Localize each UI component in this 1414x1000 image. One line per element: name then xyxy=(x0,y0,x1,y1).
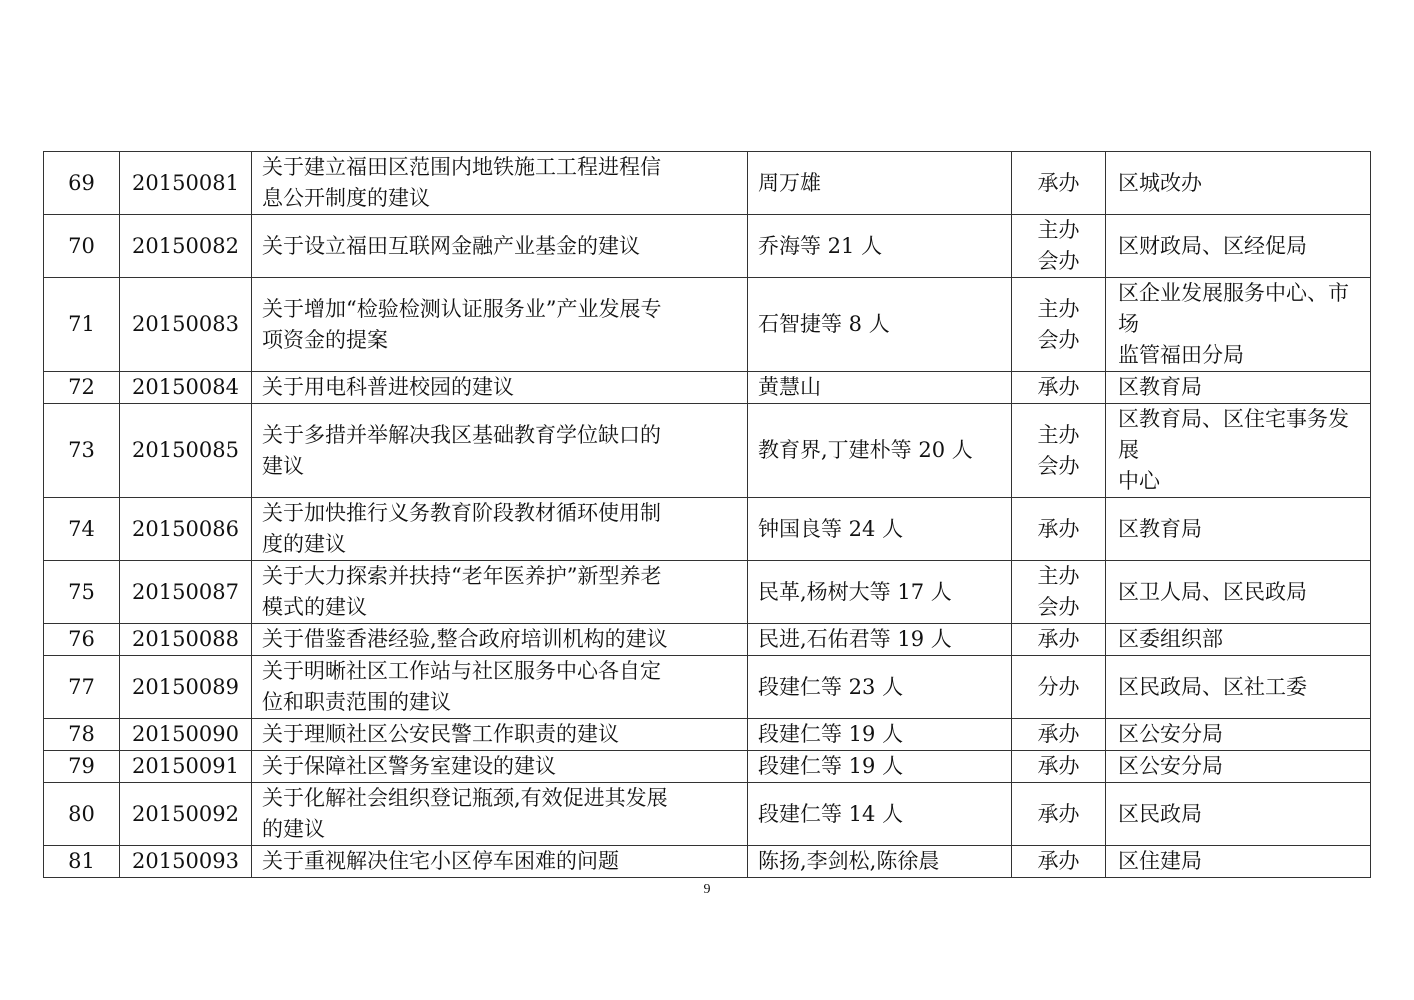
proposal-title-cell xyxy=(252,719,748,751)
handling-type-line: 会办 xyxy=(1037,327,1080,352)
proposer-cell: 黄慧山 xyxy=(748,372,1012,404)
handling-type-line: 会办 xyxy=(1037,453,1080,478)
proposal-title-line: 关于用电科普进校园的建议 xyxy=(262,375,514,399)
proposal-title-cell xyxy=(252,152,748,215)
handling-unit-cell xyxy=(1106,498,1371,561)
handling-unit-cell xyxy=(1106,152,1371,215)
proposal-code-cell: 20150085 xyxy=(120,404,252,498)
row-number-cell: 69 xyxy=(44,152,120,215)
handling-unit-cell xyxy=(1106,278,1371,372)
table-row xyxy=(44,215,1371,278)
handling-unit-line: 区企业发展服务中心、市场 xyxy=(1118,281,1349,336)
handling-type-cell xyxy=(1012,846,1106,878)
proposal-title-line: 关于理顺社区公安民警工作职责的建议 xyxy=(262,722,619,746)
proposal-title-line: 模式的建议 xyxy=(262,595,367,619)
proposal-title-cell xyxy=(252,751,748,783)
handling-unit-line: 区教育局 xyxy=(1118,516,1202,541)
table-row xyxy=(44,372,1371,404)
table-row xyxy=(44,751,1371,783)
handling-unit-line: 区教育局 xyxy=(1118,375,1202,399)
table-row xyxy=(44,561,1371,624)
proposal-code-cell: 20150091 xyxy=(120,751,252,783)
proposal-title-line: 关于化解社会组织登记瓶颈,有效促进其发展 xyxy=(262,786,668,810)
proposer-cell: 钟国良等 24 人 xyxy=(748,498,1012,561)
proposal-code-cell: 20150084 xyxy=(120,372,252,404)
handling-type-cell xyxy=(1012,719,1106,751)
table-row xyxy=(44,498,1371,561)
handling-unit-line: 区财政局、区经促局 xyxy=(1118,233,1307,258)
proposal-title-cell xyxy=(252,561,748,624)
handling-type-cell xyxy=(1012,656,1106,719)
handling-type-cell xyxy=(1012,152,1106,215)
handling-type-line: 分办 xyxy=(1037,674,1080,699)
handling-unit-cell xyxy=(1106,372,1371,404)
handling-type-cell xyxy=(1012,751,1106,783)
proposal-title-line: 关于重视解决住宅小区停车困难的问题 xyxy=(262,849,619,873)
handling-type-cell xyxy=(1012,624,1106,656)
proposal-code-cell: 20150086 xyxy=(120,498,252,561)
table-row xyxy=(44,846,1371,878)
proposal-title-cell xyxy=(252,624,748,656)
handling-type-cell xyxy=(1012,215,1106,278)
proposal-code-cell: 20150092 xyxy=(120,783,252,846)
table-row xyxy=(44,624,1371,656)
proposal-title-line: 关于设立福田互联网金融产业基金的建议 xyxy=(262,233,640,258)
proposal-title-cell xyxy=(252,498,748,561)
handling-unit-line: 区公安分局 xyxy=(1118,754,1223,778)
proposal-code-cell: 20150082 xyxy=(120,215,252,278)
proposal-code-cell: 20150087 xyxy=(120,561,252,624)
proposal-table xyxy=(43,151,1371,878)
proposer-cell: 段建仁等 23 人 xyxy=(748,656,1012,719)
row-number-cell: 81 xyxy=(44,846,120,878)
handling-type-cell xyxy=(1012,498,1106,561)
proposal-title-line: 位和职责范围的建议 xyxy=(262,690,451,714)
proposal-code-cell: 20150090 xyxy=(120,719,252,751)
row-number-cell: 78 xyxy=(44,719,120,751)
proposal-title-line: 关于多措并举解决我区基础教育学位缺口的 xyxy=(262,422,661,447)
proposal-title-line: 关于借鉴香港经验,整合政府培训机构的建议 xyxy=(262,627,668,651)
proposer-cell: 石智捷等 8 人 xyxy=(748,278,1012,372)
table-row xyxy=(44,719,1371,751)
proposal-title-cell xyxy=(252,278,748,372)
proposal-table-body xyxy=(44,152,1371,878)
proposal-code-cell: 20150093 xyxy=(120,846,252,878)
handling-type-line: 承办 xyxy=(1037,170,1080,195)
row-number-cell: 70 xyxy=(44,215,120,278)
table-row xyxy=(44,404,1371,498)
table-row xyxy=(44,152,1371,215)
page-number: 9 xyxy=(703,882,711,897)
handling-type-line: 会办 xyxy=(1037,595,1080,619)
handling-type-line: 承办 xyxy=(1037,849,1080,873)
table-row xyxy=(44,783,1371,846)
row-number-cell: 72 xyxy=(44,372,120,404)
handling-unit-cell xyxy=(1106,751,1371,783)
table-row xyxy=(44,278,1371,372)
proposer-cell: 教育界,丁建朴等 20 人 xyxy=(748,404,1012,498)
handling-unit-cell xyxy=(1106,624,1371,656)
row-number-cell: 71 xyxy=(44,278,120,372)
proposal-title-line: 度的建议 xyxy=(262,532,346,556)
handling-unit-line: 区民政局 xyxy=(1118,801,1202,826)
handling-unit-line: 区教育局、区住宅事务发展 xyxy=(1118,407,1349,462)
handling-type-cell xyxy=(1012,783,1106,846)
row-number-cell: 75 xyxy=(44,561,120,624)
row-number-cell: 76 xyxy=(44,624,120,656)
proposal-code-cell: 20150083 xyxy=(120,278,252,372)
handling-type-line: 主办 xyxy=(1037,296,1080,321)
handling-unit-cell xyxy=(1106,656,1371,719)
row-number-cell: 73 xyxy=(44,404,120,498)
handling-unit-line: 区公安分局 xyxy=(1118,722,1223,746)
proposer-cell: 周万雄 xyxy=(748,152,1012,215)
handling-unit-line: 监管福田分局 xyxy=(1118,343,1244,367)
handling-type-line: 主办 xyxy=(1037,218,1080,242)
row-number-cell: 77 xyxy=(44,656,120,719)
handling-type-line: 承办 xyxy=(1037,375,1080,399)
row-number-cell: 74 xyxy=(44,498,120,561)
proposal-title-line: 建议 xyxy=(262,453,304,478)
proposer-cell: 段建仁等 19 人 xyxy=(748,751,1012,783)
handling-unit-cell xyxy=(1106,215,1371,278)
table-row xyxy=(44,656,1371,719)
handling-unit-line: 区住建局 xyxy=(1118,849,1202,873)
proposal-title-cell xyxy=(252,846,748,878)
proposer-cell: 民革,杨树大等 17 人 xyxy=(748,561,1012,624)
handling-type-line: 承办 xyxy=(1037,801,1080,826)
proposer-cell: 陈扬,李剑松,陈徐晨 xyxy=(748,846,1012,878)
proposal-code-cell: 20150081 xyxy=(120,152,252,215)
proposal-title-cell xyxy=(252,656,748,719)
proposal-code-cell: 20150088 xyxy=(120,624,252,656)
proposal-title-line: 关于保障社区警务室建设的建议 xyxy=(262,754,556,778)
handling-type-line: 会办 xyxy=(1037,249,1080,273)
handling-type-cell xyxy=(1012,372,1106,404)
proposal-title-cell xyxy=(252,783,748,846)
handling-type-line: 承办 xyxy=(1037,754,1080,778)
proposer-cell: 民进,石佑君等 19 人 xyxy=(748,624,1012,656)
proposal-code-cell: 20150089 xyxy=(120,656,252,719)
handling-unit-cell xyxy=(1106,404,1371,498)
handling-unit-line: 中心 xyxy=(1118,469,1160,493)
proposal-title-line: 的建议 xyxy=(262,817,325,841)
handling-unit-line: 区卫人局、区民政局 xyxy=(1118,579,1307,604)
handling-unit-line: 区城改办 xyxy=(1118,170,1202,195)
proposal-title-line: 关于增加“检验检测认证服务业”产业发展专 xyxy=(262,296,662,321)
row-number-cell: 79 xyxy=(44,751,120,783)
row-number-cell: 80 xyxy=(44,783,120,846)
handling-unit-cell xyxy=(1106,846,1371,878)
handling-type-line: 承办 xyxy=(1037,516,1080,541)
proposer-cell: 段建仁等 19 人 xyxy=(748,719,1012,751)
proposal-title-cell xyxy=(252,215,748,278)
handling-unit-line: 区民政局、区社工委 xyxy=(1118,674,1307,699)
proposal-title-line: 关于明晰社区工作站与社区服务中心各自定 xyxy=(262,659,661,683)
handling-type-line: 主办 xyxy=(1037,564,1080,588)
proposal-title-cell xyxy=(252,372,748,404)
proposal-title-line: 关于建立福田区范围内地铁施工工程进程信 xyxy=(262,155,661,179)
handling-type-line: 主办 xyxy=(1037,422,1080,447)
handling-unit-line: 区委组织部 xyxy=(1118,627,1223,651)
proposal-title-line: 关于加快推行义务教育阶段教材循环使用制 xyxy=(262,501,661,525)
proposal-title-line: 息公开制度的建议 xyxy=(262,186,430,210)
handling-unit-cell xyxy=(1106,719,1371,751)
handling-type-line: 承办 xyxy=(1037,722,1080,746)
proposer-cell: 段建仁等 14 人 xyxy=(748,783,1012,846)
handling-type-cell xyxy=(1012,561,1106,624)
proposal-title-line: 项资金的提案 xyxy=(262,327,388,352)
handling-type-cell xyxy=(1012,404,1106,498)
handling-type-line: 承办 xyxy=(1037,627,1080,651)
proposer-cell: 乔海等 21 人 xyxy=(748,215,1012,278)
proposal-title-line: 关于大力探索并扶持“老年医养护”新型养老 xyxy=(262,564,662,588)
proposal-title-cell xyxy=(252,404,748,498)
handling-type-cell xyxy=(1012,278,1106,372)
handling-unit-cell xyxy=(1106,783,1371,846)
handling-unit-cell xyxy=(1106,561,1371,624)
